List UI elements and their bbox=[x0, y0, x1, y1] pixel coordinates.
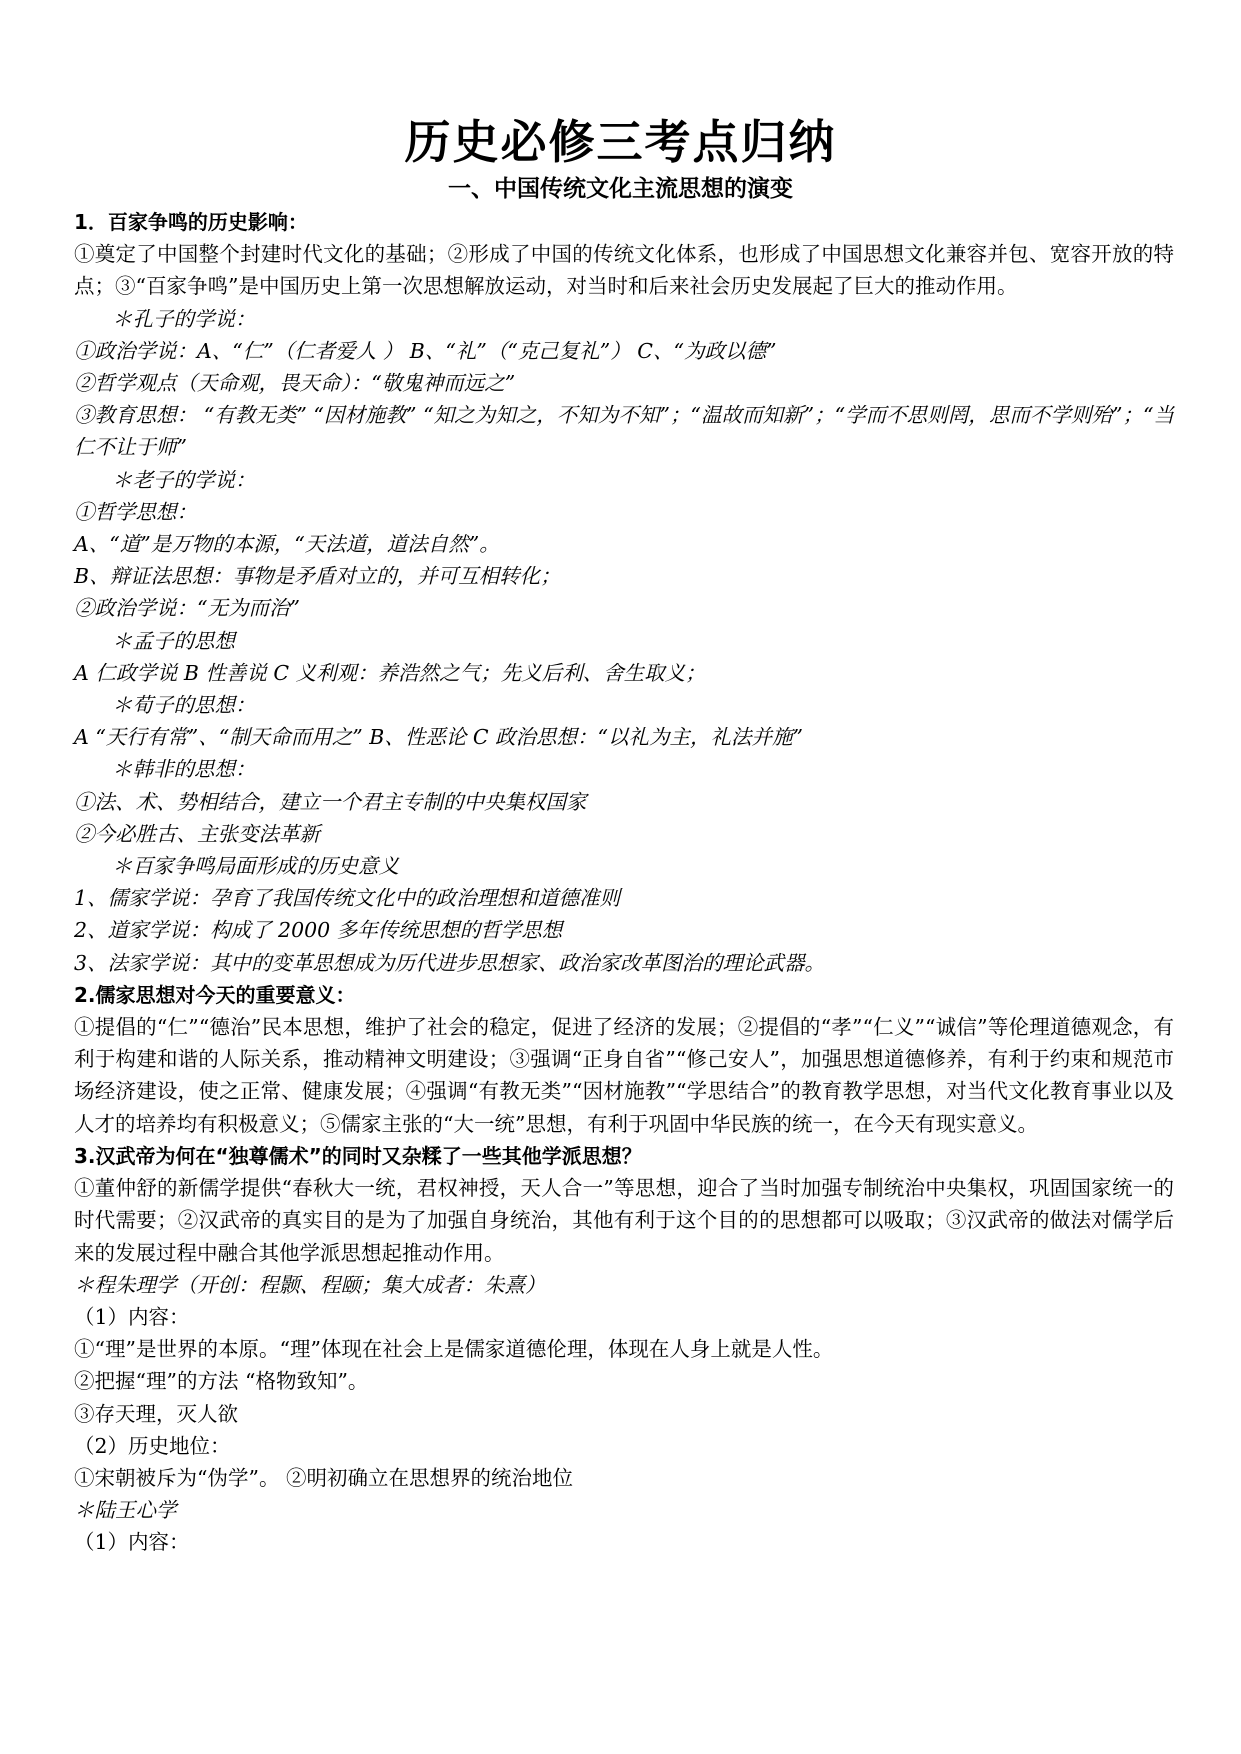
text-line: （1）内容： bbox=[74, 1530, 190, 1555]
section-heading: 3.汉武帝为何在“独尊儒术”的同时又杂糅了一些其他学派思想？ bbox=[74, 1143, 642, 1168]
section-heading: 2.儒家思想对今天的重要意义： bbox=[74, 982, 356, 1007]
text-line: （1）内容： bbox=[74, 1304, 190, 1329]
text-line: A “天行有常”、“制天命而用之” B、性恶论 C 政治思想：“以礼为主，礼法并施” bbox=[74, 725, 803, 750]
text-line: ＊老子的学说： bbox=[112, 467, 256, 492]
text-line: ①“理”是世界的本原。“理”体现在社会上是儒家道德伦理，体现在人身上就是人性。 bbox=[74, 1337, 834, 1362]
text-line: ①奠定了中国整个封建时代文化的基础；②形成了中国的传统文化体系，也形成了中国思想文化兼容并包、宽容开放的特点；③“百家争鸣”是中国历史上第一次思想解放运动，对当时和后来社会历史发展起了巨大的推动作用。 bbox=[74, 242, 1174, 299]
text-line: ＊孔子的学说： bbox=[112, 306, 256, 331]
text-line: ①哲学思想： bbox=[74, 499, 197, 524]
text-line: ＊荀子的思想： bbox=[112, 693, 256, 718]
page-title: 历史必修三考点归纳 bbox=[404, 115, 837, 169]
text-line: ①董仲舒的新儒学提供“春秋大一统，君权神授，天人合一”等思想，迎合了当时加强专制统治中央集权，巩固国家统一的时代需要；②汉武帝的真实目的是为了加强自身统治，其他有利于这个目的的思想都可以吸取；③汉武帝的做法对儒学后来的发展过程中融合其他学派思想起推动作用。 bbox=[74, 1176, 1174, 1265]
text-line: ＊百家争鸣局面形成的历史意义 bbox=[112, 854, 399, 879]
section-title: 一、中国传统文化主流思想的演变 bbox=[448, 176, 793, 202]
text-line: ①宋朝被斥为“伪学”。 ②明初确立在思想界的统治地位 bbox=[74, 1465, 573, 1490]
text-line: B、辩证法思想：事物是矛盾对立的，并可互相转化； bbox=[74, 564, 561, 589]
section-heading: 1．百家争鸣的历史影响： bbox=[74, 210, 308, 234]
text-line: ③教育思想： “有教无类” “因材施教” “知之为知之，不知为不知”；“温故而知新”；“学而不思则罔，思而不学则殆”；“当仁不让于师” bbox=[74, 403, 1174, 460]
text-line: A、“道”是万物的本源，“天法道，道法自然”。 bbox=[74, 532, 500, 557]
text-line: （2）历史地位： bbox=[74, 1433, 231, 1458]
text-line: 1、儒家学说：孕育了我国传统文化中的政治理想和道德准则 bbox=[74, 886, 621, 911]
text-line: 2、道家学说：构成了 2000 多年传统思想的哲学思想 bbox=[74, 918, 563, 943]
document-body bbox=[74, 206, 1174, 1559]
text-line: ③存天理，灭人欲 bbox=[74, 1401, 238, 1426]
text-line: ＊韩非的思想： bbox=[112, 757, 256, 782]
text-line: ＊陆王心学 bbox=[74, 1498, 177, 1523]
text-line: ②今必胜古、主张变法革新 bbox=[74, 821, 320, 846]
text-line: ②把握“理”的方法 “格物致知”。 bbox=[74, 1369, 369, 1394]
text-line: ①法、术、势相结合，建立一个君主专制的中央集权国家 bbox=[74, 789, 587, 814]
text-line: A 仁政学说 B 性善说 C 义利观：养浩然之气；先义后利、舍生取义； bbox=[74, 660, 706, 685]
text-line: ②政治学说：“无为而治” bbox=[74, 596, 300, 621]
text-line: 3、法家学说：其中的变革思想成为历代进步思想家、政治家改革图治的理论武器。 bbox=[74, 950, 826, 975]
text-line: ＊程朱理学（开创：程颢、程颐；集大成者：朱熹） bbox=[74, 1272, 546, 1297]
text-line: ①政治学说：A、“仁”（仁者爱人 ） B、“礼”（“克己复礼”） C、“为政以德” bbox=[74, 338, 777, 363]
text-line: ②哲学观点（天命观，畏天命）：“敬鬼神而远之” bbox=[74, 371, 516, 396]
text-line: ①提倡的“仁”“德治”民本思想，维护了社会的稳定，促进了经济的发展；②提倡的“孝”“仁义”“诚信”等伦理道德观念，有利于构建和谐的人际关系，推动精神文明建设；③强调“正身自省”“修己安人”，加强思想道德修养，有利于约束和规范市场经济建设，使之正常、健康发展；④强调“有教无类”“因材施教”“学思结合”的教育教学思想，对当代文化教育事业以及人才的培养均有积极意义；⑤儒家主张的“大一统”思想，有利于巩固中华民族的统一，在今天有现实意义。 bbox=[74, 1015, 1174, 1136]
text-line: ＊孟子的思想 bbox=[112, 628, 235, 653]
